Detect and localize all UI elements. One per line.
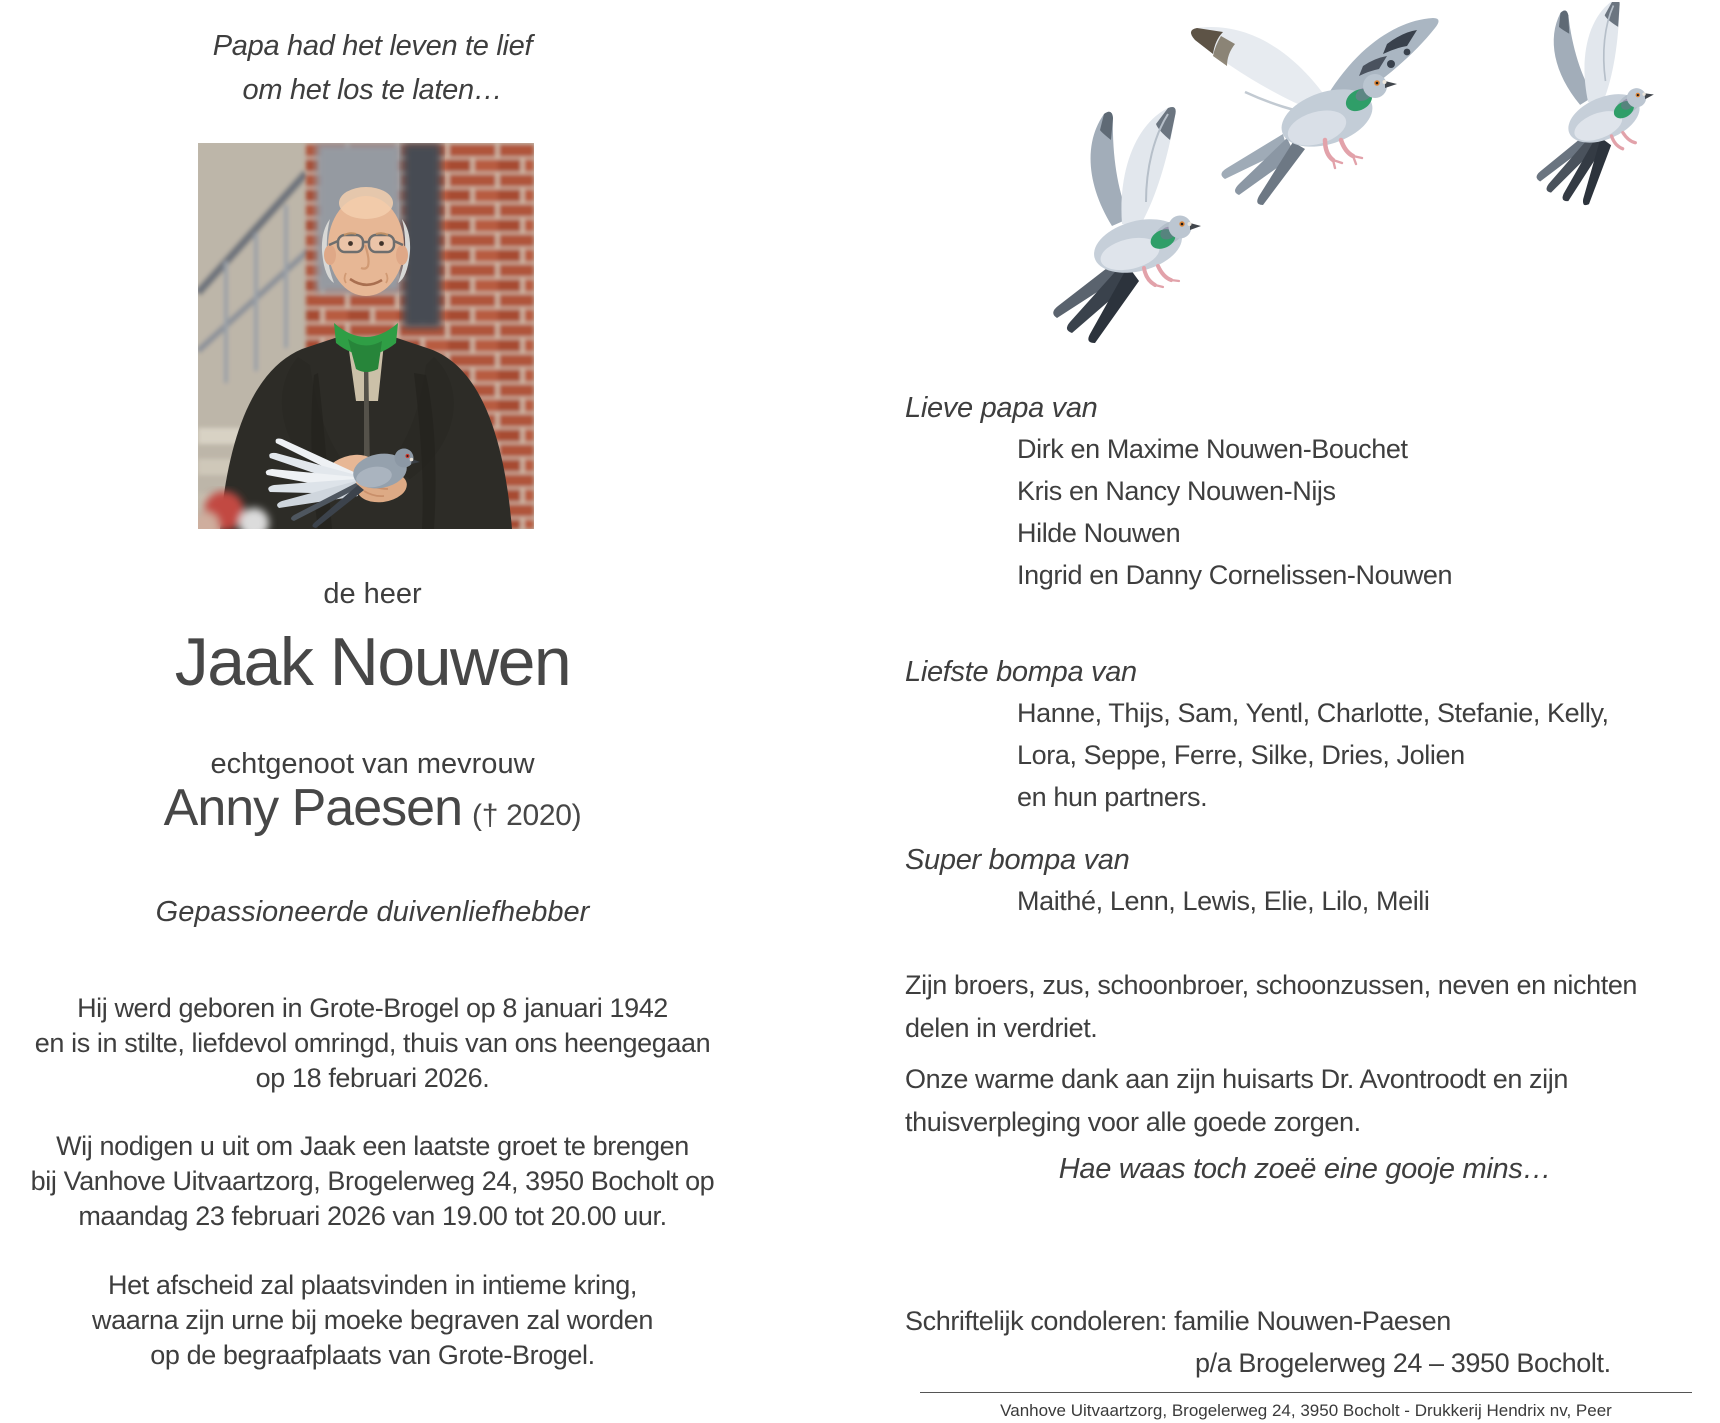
condolence-address <box>905 1300 1611 1384</box>
portrait-photo <box>198 143 534 529</box>
paragraph-line: Wij nodigen u uit om Jaak een laatste groet te brengen <box>56 1131 689 1161</box>
paragraph-line: Onze warme dank aan zijn huisarts Dr. Avontroodt en zijn <box>905 1064 1568 1094</box>
section-header: Lieve papa van <box>905 392 1098 424</box>
tagline: Gepassioneerde duivenliefhebber <box>155 896 590 928</box>
paragraph-line: Hij werd geboren in Grote-Brogel op 8 januari 1942 <box>77 993 668 1023</box>
paragraph-line: Zijn broers, zus, schoonbroer, schoonzussen, neven en nichten <box>905 970 1638 1000</box>
paragraph-line: op de begraafplaats van Grote-Brogel. <box>150 1340 595 1370</box>
family-note <box>905 964 1705 1050</box>
name-line: Ingrid en Danny Cornelissen-Nouwen <box>1017 560 1453 590</box>
paragraph-line: waarna zijn urne bij moeke begraven zal worden <box>92 1305 653 1335</box>
name-line: Lora, Seppe, Ferre, Silke, Dries, Jolien <box>1017 740 1465 770</box>
section-header: Super bompa van <box>905 844 1130 876</box>
paragraph-line: en is in stilte, liefdevol omringd, thuis van ons heengegaan <box>34 1028 711 1058</box>
left-column <box>0 0 745 1423</box>
paragraph-line: maandag 23 februari 2026 van 19.00 tot 20.00 uur. <box>78 1201 667 1231</box>
paragraph-line: thuisverpleging voor alle goede zorgen. <box>905 1107 1361 1137</box>
name-line: Dirk en Maxime Nouwen-Bouchet <box>1017 434 1408 464</box>
section-names <box>905 692 1705 818</box>
section-names <box>905 428 1705 596</box>
spouse-death-year: († 2020) <box>472 799 582 832</box>
printer-credit: Vanhove Uitvaartzorg, Brogelerweg 24, 3950 Bocholt - Drukkerij Hendrix nv, Peer <box>1000 1401 1612 1420</box>
paragraph-visitation <box>0 1129 745 1234</box>
paragraph-farewell <box>0 1268 745 1373</box>
portrait-photo-image <box>198 143 534 529</box>
name-line: Hilde Nouwen <box>1017 518 1181 548</box>
section-header: Liefste bompa van <box>905 656 1137 688</box>
spouse-name: Anny Paesen <box>163 779 462 837</box>
spouse-line <box>0 778 745 846</box>
paragraph-line: delen in verdriet. <box>905 1013 1098 1043</box>
dialect-quote: Hae waas toch zoeë eine gooje mins… <box>1058 1153 1552 1185</box>
epigraph-line-2: om het los te laten… <box>242 74 503 106</box>
epigraph <box>0 24 745 112</box>
name-line: Kris en Nancy Nouwen-Nijs <box>1017 476 1336 506</box>
deceased-title-prefix: de heer <box>323 578 422 610</box>
section-liefste-bompa-van <box>905 652 1705 818</box>
condolence-line-2: p/a Brogelerweg 24 – 3950 Bocholt. <box>1195 1348 1611 1378</box>
spouse-prefix: echtgenoot van mevrouw <box>210 748 535 780</box>
paragraph-line: Het afscheid zal plaatsvinden in intieme kring, <box>108 1270 637 1300</box>
paragraph-line: bij Vanhove Uitvaartzorg, Brogelerweg 24, 3950 Bocholt op <box>30 1166 715 1196</box>
section-super-bompa-van <box>905 840 1705 922</box>
thanks-note <box>905 1058 1705 1144</box>
condolence-line-1: Schriftelijk condoleren: familie Nouwen-Paesen <box>905 1306 1451 1336</box>
footer-divider <box>920 1392 1692 1393</box>
epigraph-line-1: Papa had het leven te lief <box>212 30 533 62</box>
paragraph-line: op 18 februari 2026. <box>255 1063 490 1093</box>
name-line: Maithé, Lenn, Lewis, Elie, Lilo, Meili <box>1017 886 1430 916</box>
deceased-name: Jaak Nouwen <box>174 624 571 700</box>
section-names <box>905 880 1705 922</box>
section-lieve-papa-van <box>905 388 1705 596</box>
name-line: en hun partners. <box>1017 782 1208 812</box>
paragraph-birth-death <box>0 991 745 1096</box>
name-line: Hanne, Thijs, Sam, Yentl, Charlotte, Stefanie, Kelly, <box>1017 698 1609 728</box>
right-column <box>905 0 1705 1423</box>
